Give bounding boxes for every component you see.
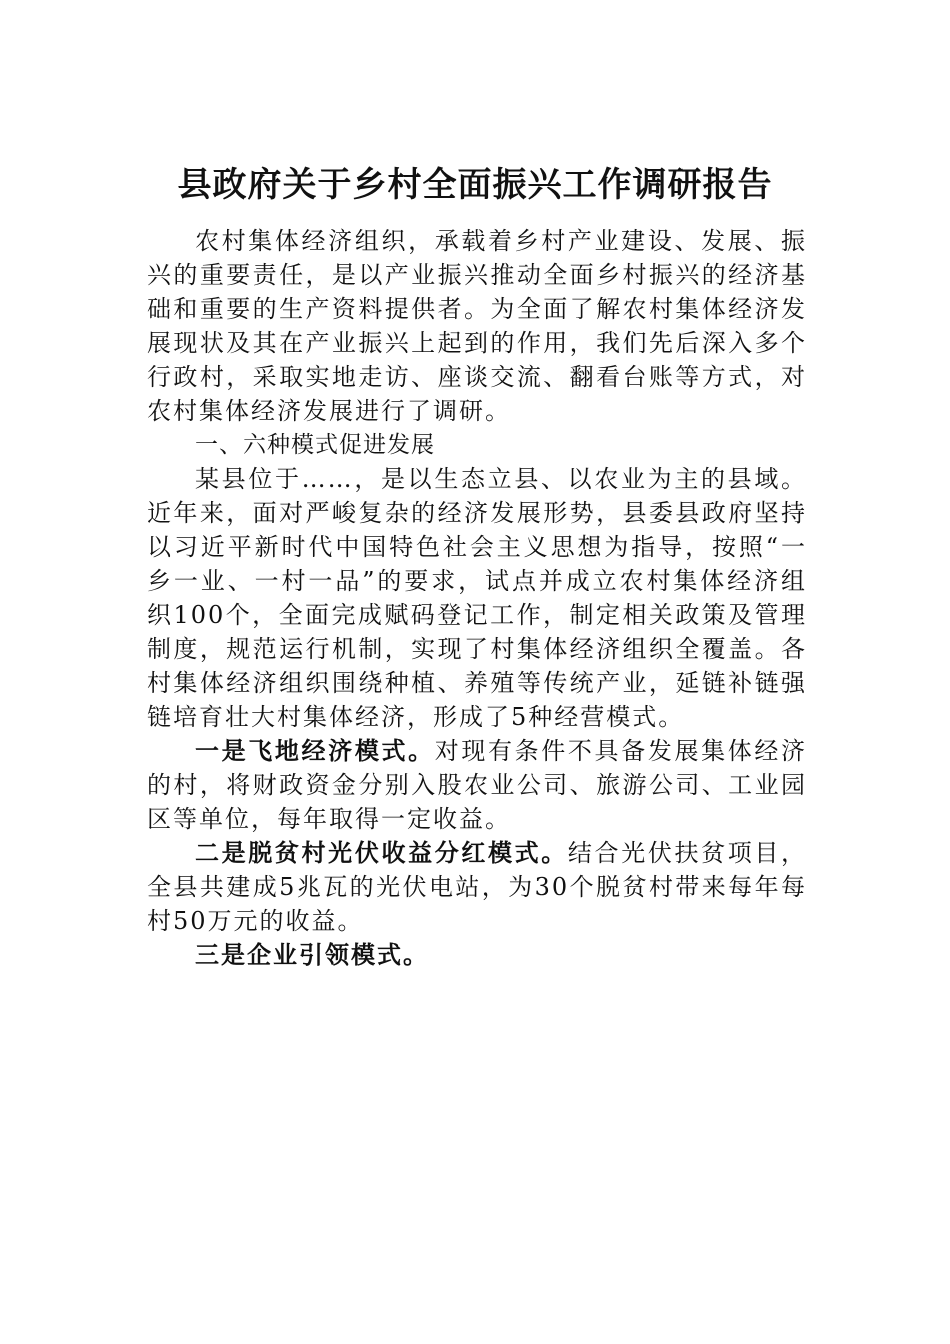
mode1-paragraph: [147, 734, 807, 836]
mode2-lead: 二是脱贫村光伏收益分红模式。: [195, 838, 568, 867]
mode1-lead: 一是飞地经济模式。: [195, 736, 435, 765]
document-title: 县政府关于乡村全面振兴工作调研报告: [177, 165, 773, 205]
mode3-paragraph: [147, 938, 807, 972]
intro-paragraph: 农村集体经济组织，承载着乡村产业建设、发展、振兴的重要责任，是以产业振兴推动全面乡村振兴的经济基础和重要的生产资料提供者。为全面了解农村集体经济发展现状及其在产业振兴上起到的作用，我们先后深入多个行政村，采取实地走访、座谈交流、翻看台账等方式，对农村集体经济发展进行了调研。: [147, 227, 807, 425]
mode1-text: 对现有条件不具备发展集体经济的村，将财政资金分别入股农业公司、旅游公司、工业园区等单位，每年取得一定收益。: [147, 737, 808, 833]
mode2-text: 结合光伏扶贫项目，全县共建成5兆瓦的光伏电站，为30个脱贫村带来每年每村50万元的收益。: [147, 839, 808, 935]
mode2-paragraph: [147, 836, 807, 938]
section1-paragraph: 某县位于……，是以生态立县、以农业为主的县域。近年来，面对严峻复杂的经济发展形势，县委县政府坚持以习近平新时代中国特色社会主义思想为指导，按照“一乡一业、一村一品”的要求，试点并成立农村集体经济组织100个，全面完成赋码登记工作，制定相关政策及管理制度，规范运行机制，实现了村集体经济组织全覆盖。各村集体经济组织围绕种植、养殖等传统产业，延链补链强链培育壮大村集体经济，形成了5种经营模式。: [147, 465, 807, 731]
document-body: [147, 224, 807, 972]
mode3-lead: 三是企业引领模式。: [195, 940, 429, 969]
section-heading-1: 一、六种模式促进发展: [195, 432, 435, 458]
